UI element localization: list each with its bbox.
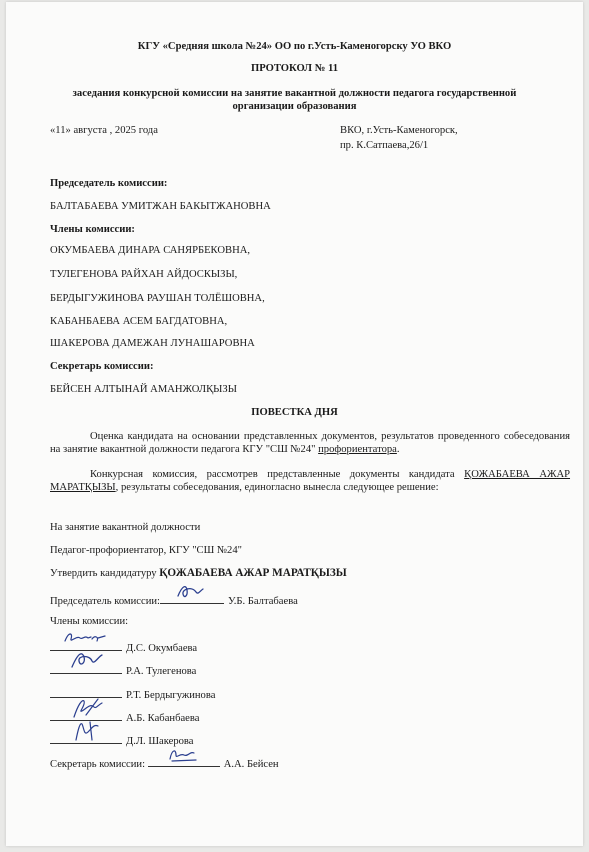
decision-line-1: На занятие вакантной должности — [50, 522, 201, 533]
protocol-subtitle-line2: организации образования — [232, 101, 357, 112]
protocol-date: «11» августа , 2025 года — [50, 125, 158, 136]
chair-signature-icon — [172, 582, 212, 602]
candidate-name: ҚОЖАБАЕВА АЖАР МАРАТҚЫЗЫ — [50, 469, 571, 493]
protocol-place-line2: пр. К.Сатпаева,26/1 — [340, 140, 429, 151]
agenda-paragraph-1: Оценка кандидата на основании представленных документов, результатов проведенного собеседования на занятие вакантной должности педагога КГУ "СШ №24" профориентатора. — [50, 431, 570, 455]
secretary-label: Секретарь комиссии: — [50, 361, 154, 372]
organization-name: КГУ «Средняя школа №24» ОО по г.Усть-Каменогорску УО ВКО — [137, 41, 452, 52]
chair-name: БАЛТАБАЕВА УМИТЖАН БАКЫТЖАНОВНА — [50, 201, 271, 212]
protocol-subtitle-line1: заседания конкурсной комиссии на занятие вакантной должности педагога государственной — [72, 88, 517, 99]
member-signature-4: А.Б. Кабанбаева — [50, 709, 199, 725]
members-label: Члены комиссии: — [50, 224, 135, 235]
sign-members-label: Члены комиссии: — [50, 616, 129, 627]
secretary-signature-line: Секретарь комиссии: А.А. Бейсен — [50, 755, 279, 771]
secretary-name: БЕЙСЕН АЛТЫНАЙ АМАНЖОЛҚЫЗЫ — [50, 384, 237, 395]
member-name-3: БЕРДЫГУЖИНОВА РАУШАН ТОЛЁШОВНА, — [50, 293, 265, 304]
chair-signature-line: Председатель комиссии: У.Б. Балтабаева — [50, 592, 298, 608]
chair-label: Председатель комиссии: — [50, 178, 168, 189]
member-signature-1: Д.С. Окумбаева — [50, 639, 197, 655]
member-name-2: ТУЛЕГЕНОВА РАЙХАН АЙДОСКЫЗЫ, — [50, 269, 238, 280]
decision-approve: Утвердить кандидатуру ҚОЖАБАЕВА АЖАР МАРАТҚЫЗЫ — [50, 567, 347, 579]
protocol-page — [6, 2, 583, 846]
member-name-1: ОКУМБАЕВА ДИНАРА САНЯРБЕКОВНА, — [50, 245, 251, 256]
agenda-paragraph-2: Конкурсная комиссия, рассмотрев представленные документы кандидата ҚОЖАБАЕВА АЖАР МАРАТҚЫЗЫ, результаты собеседования, единогласно вынесла следующее решение: — [50, 469, 571, 493]
protocol-title: ПРОТОКОЛ № 11 — [250, 63, 339, 74]
member-name-4: КАБАНБАЕВА АСЕМ БАГДАТОВНА, — [50, 316, 228, 327]
signature-icon — [61, 629, 111, 649]
signature-icon — [64, 718, 108, 744]
member-name-5: ШАКЕРОВА ДАМЕЖАН ЛУНАШАРОВНА — [50, 338, 255, 349]
secretary-signature-icon — [164, 745, 204, 765]
protocol-place-line1: ВКО, г.Усть-Каменогорск, — [340, 125, 458, 136]
decision-line-2: Педагог-профориентатор, КГУ "СШ №24" — [50, 545, 242, 556]
member-signature-2: Р.А. Тулегенова — [50, 662, 196, 678]
agenda-title: ПОВЕСТКА ДНЯ — [251, 407, 338, 418]
member-signature-3: Р.Т. Бердыгужинова — [50, 686, 215, 702]
member-signature-5: Д.Л. Шакерова — [50, 732, 194, 748]
signature-icon — [64, 649, 108, 673]
